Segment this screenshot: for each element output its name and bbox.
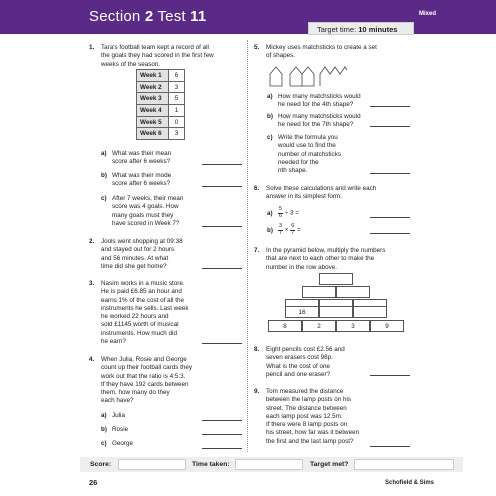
goals-table xyxy=(136,69,185,140)
answer-line-1b[interactable] xyxy=(202,186,242,187)
pyramid-bottom-cell: 8 xyxy=(268,320,302,332)
header-bar xyxy=(0,0,496,34)
question-9: 9. Tom measured the distance between the lamp posts on his street. The distance between each lamp post was 12.5m. If there were 8 lamp posts on his street, how far was it between the first and the last lamp post? xyxy=(254,388,360,445)
pyramid-value-16: 16 xyxy=(285,306,319,318)
matchstick-shapes xyxy=(268,64,348,88)
mixed-label: Mixed xyxy=(418,11,436,17)
table-row: Week 6 3 xyxy=(137,128,185,140)
matchstick-shape-2 xyxy=(290,67,314,86)
table-row: Week 4 1 xyxy=(137,105,185,117)
target-time: Target time: 10 minutes xyxy=(308,22,414,35)
answer-line-4b[interactable] xyxy=(202,434,242,435)
pyramid-bottom-cell: 2 xyxy=(302,320,336,332)
answer-line-5a[interactable] xyxy=(370,106,410,107)
question-2: 2. Jools went shopping at 09:38 and stayed out for 2 hours and 56 minutes. At what time did she get home? xyxy=(89,238,183,270)
question-4: 4. When Julia, Rosie and George count up their football cards they work out that the ratio is 4:5:3. If they have 192 cards between them, how many do they each have? xyxy=(89,356,193,405)
question-7: 7. In the pyramid below, multiply the numbers that are next to each other to make the number in the row above. xyxy=(254,247,386,271)
matchstick-shape-1 xyxy=(270,67,282,86)
publisher-name: Schofield & Sims xyxy=(384,480,434,486)
page-title: Section 2 Test 11 xyxy=(89,8,207,25)
answer-line-4a[interactable] xyxy=(202,420,242,421)
time-taken-label: Time taken: xyxy=(192,461,230,468)
question-5c: c) Write the formula you would use to find the number of matchsticks needed for the nth shape. xyxy=(267,134,341,175)
pyramid-bottom-cell: 9 xyxy=(370,320,404,332)
matchstick-shape-3 xyxy=(320,67,347,86)
target-met-label: Target met? xyxy=(310,461,349,468)
question-1b: b) What was their mode score after 6 weeks? xyxy=(101,172,172,188)
table-row: Week 2 3 xyxy=(137,81,185,93)
answer-line-4c[interactable] xyxy=(202,448,242,449)
answer-line-8[interactable] xyxy=(370,375,410,376)
pyramid-cell[interactable] xyxy=(353,306,387,318)
question-text-line: weeks of the season. xyxy=(101,60,161,68)
question-4a: a) Julia xyxy=(101,412,125,419)
question-5b: b) How many matchsticks would he need for the 7th shape? xyxy=(267,113,361,129)
pyramid-cell[interactable] xyxy=(319,273,353,285)
fraction-5-6: $\frac{5}{6}$ xyxy=(279,206,283,219)
time-taken-box[interactable] xyxy=(235,459,303,470)
target-met-box[interactable] xyxy=(354,459,454,470)
question-text-line: Tara's football team kept a record of all xyxy=(101,44,209,51)
question-5: 5. Mickey uses matchsticks to create a set of shapes. xyxy=(254,44,377,60)
answer-line-2[interactable] xyxy=(202,268,242,269)
answer-line-5b[interactable] xyxy=(370,126,410,127)
column-divider xyxy=(247,40,248,452)
answer-line-1a[interactable] xyxy=(202,164,242,165)
question-text-line: the goals they had scored in the first few xyxy=(101,52,214,60)
question-1a: a) What was their mean score after 6 weeks? xyxy=(101,150,172,166)
question-4b: b) Rosie xyxy=(101,426,129,433)
fraction-3-7: $\frac{3}{7}$ xyxy=(279,223,283,236)
answer-line-9[interactable] xyxy=(370,446,410,447)
question-4c: c) George xyxy=(101,440,134,447)
pyramid-cell[interactable] xyxy=(302,286,336,298)
table-row: Week 5 0 xyxy=(137,116,185,128)
question-6: 6. Solve these calculations and write each answer in its simplest form. xyxy=(254,185,377,201)
pyramid-bottom-cell: 3 xyxy=(336,320,370,332)
answer-line-3[interactable] xyxy=(202,343,242,344)
question-5a: a) How many matchsticks would he need for the 4th shape? xyxy=(267,93,361,109)
question-3: 3. Nasim works in a music store. He is paid £6.85 an hour and earns 1% of the cost of all the instruments he sells. Last week he worked 22 hours and sold £1145 worth of musical instruments. How much did he earn? xyxy=(89,280,189,346)
answer-line-5c[interactable] xyxy=(370,173,410,174)
score-bar xyxy=(80,457,463,472)
pyramid-cell[interactable] xyxy=(336,286,370,298)
answer-line-1c[interactable] xyxy=(202,226,242,227)
pyramid-cell[interactable] xyxy=(319,306,353,318)
question-8: 8. Eight pencils cost £2.56 and seven erasers cost 98p. What is the cost of one pencil and one eraser? xyxy=(254,346,345,378)
score-label: Score: xyxy=(90,461,112,468)
answer-line-6a[interactable] xyxy=(370,217,410,218)
fraction-6-7: $\frac{6}{7}$ xyxy=(291,223,295,236)
question-1c: c) After 7 weeks, their mean score was 4 goals. How many goals must they have scored in Week 7? xyxy=(101,195,184,227)
page-number: 26 xyxy=(89,478,98,487)
table-row: Week 1 6 xyxy=(137,70,185,82)
table-row: Week 3 5 xyxy=(137,93,185,105)
question-6a: a) $\frac{5}{6}$ ÷ 3 = xyxy=(267,206,299,219)
question-1: 1. Tara's football team kept a record of all the goals they had scored in the first few weeks of the season. xyxy=(89,44,214,68)
answer-line-6b[interactable] xyxy=(370,233,410,234)
question-6b: b) $\frac{3}{7}$ × $\frac{6}{7}$ = xyxy=(267,223,301,236)
score-box[interactable] xyxy=(118,459,186,470)
